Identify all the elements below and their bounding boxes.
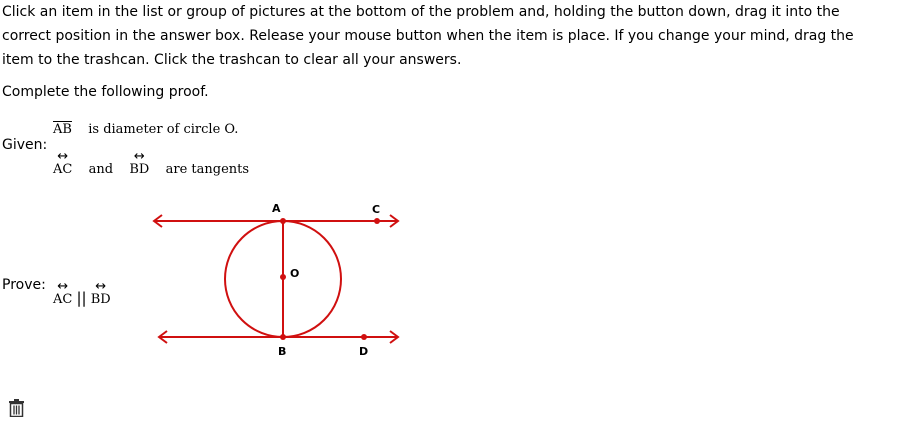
segment-ab: $\overline{AB}$ (53, 122, 72, 137)
given-statement-1-text: is diameter of circle O. (88, 122, 239, 137)
label-o: O (290, 267, 300, 280)
point-a (280, 218, 286, 224)
prove-line-ac: ↔ AC (53, 279, 73, 307)
point-c (374, 218, 380, 224)
label-c: C (372, 203, 381, 216)
point-o (280, 274, 286, 280)
given-statement-2-text: are tangents (165, 162, 250, 177)
prove-label: Prove: (2, 277, 46, 293)
prove-line-bd: ↔ BD (90, 279, 111, 307)
label-a: A (272, 202, 281, 215)
label-b: B (278, 345, 287, 358)
point-b (280, 334, 286, 340)
given-label: Given: (2, 137, 48, 153)
point-d (361, 334, 367, 340)
trash-icon[interactable] (8, 399, 25, 417)
label-d: D (359, 345, 369, 358)
line-ac: ↔ AC (53, 149, 73, 177)
parallel-symbol: || (76, 289, 87, 307)
conjunction-and: and (88, 162, 114, 177)
proof-prompt: Complete the following proof. (2, 84, 209, 100)
instructions-text: Click an item in the list or group of pictures at the bottom of the problem and, holding the button down, drag it into the correct position in the answer box. Release your mouse button when the item is place. If you change your mind, drag the item to the trashcan. Click the trashcan to clear all your answers. (2, 4, 854, 68)
line-bd: ↔ BD (129, 149, 150, 177)
